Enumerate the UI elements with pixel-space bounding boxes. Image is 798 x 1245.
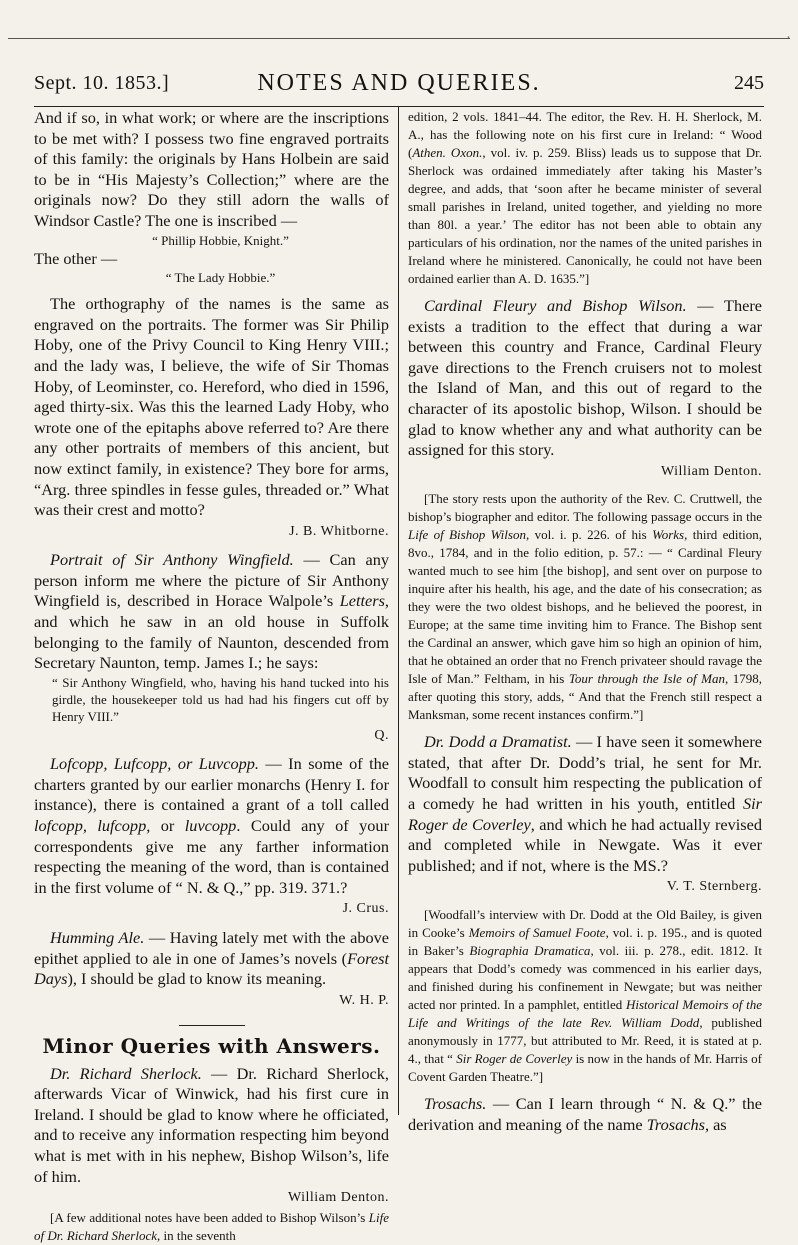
issue-date: Sept. 10. 1853.] [34,72,170,94]
query-title: Humming Ale. [50,927,145,947]
margin-mark: · [786,30,791,46]
editor-note-sherlock: [A few additional notes have been added to Bishop Wilson’s Life of Dr. Richard Sherlock, in the seventh [34,1209,389,1243]
header-rule [34,106,764,107]
query-title: Dr. Richard Sherlock. [50,1063,202,1083]
query-title: Trosachs. [424,1093,487,1113]
page-header [34,70,764,100]
right-column [408,108,762,1135]
editor-note-sherlock-cont: edition, 2 vols. 1841–44. The editor, the Rev. H. H. Sherlock, M. A., has the following note on his first cure in Ireland: “ Wood (Athen. Oxon., vol. iv. p. 259. Bliss) leads us to suppose that Dr. Sherlock was ordained immediately after taking his Master’s degree, and adds, that ‘soon after he became minister of several small parishes in Ireland, united together, and yielding no more than 80l. a year.’ The editor has not been able to obtain any particulars of his ordination, nor the names of the united parishes in Ireland where he ministered. Canonically, he could not have been ordained earlier than A. D. 1635.”] [408,109,762,286]
query-title: Cardinal Fleury and Bishop Wilson. [424,296,687,315]
inscription-quote-2: “ The Lady Hobbie.” [165,270,276,286]
query-fleury: Cardinal Fleury and Bishop Wilson. — There exists a tradition to the effect that during a war between this country and France, Cardinal Fleury gave directions to the French cruisers not to molest the Island of Man, and this out of regard to the character of its apostolic bishop, Wilson. I should be glad to know whether any and what authority can be assigned for this story. [408,296,762,460]
inscription-quote-1: “ Phillip Hobbie, Knight.” [152,232,289,248]
journal-title: NOTES AND QUERIES. [257,70,541,96]
query-title: Portrait of Sir Anthony Wingfield. [50,550,294,570]
column-divider [398,107,399,1115]
query-dodd: Dr. Dodd a Dramatist. — I have seen it somewhere stated, that after Dr. Dodd’s trial, he sent for Mr. Woodfall to consult him respecting the publication of a comedy he had written in his youth, entitled Sir Roger de Coverley, and which he had actually revised and completed while in Newgate. Was it ever published; and if not, where is the MS.? [408,732,762,875]
paragraph-hoby-query: And if so, in what work; or where are the inscriptions to be met with? I possess two fine engraved portraits of this family: the originals by Hans Holbein are said to be in “His Majesty’s Collection;” where are the originals now? Do they still adorn the walls of Windsor Castle? The one is inscribed — [34,108,389,230]
signature-q: Q. [374,727,389,743]
top-rule [8,38,790,39]
left-column [34,108,389,1245]
signature-whp: W. H. P. [339,992,389,1008]
query-trosachs: Trosachs. — Can I learn through “ N. & Q.” the derivation and meaning of the name Trosachs, as [408,1093,762,1134]
query-title: Dr. Dodd a Dramatist. [424,732,572,752]
query-wingfield: Portrait of Sir Anthony Wingfield. — Can any person inform me where the picture of Sir Anthony Wingfield is, described in Horace Walpole’s Letters, and which he saw in an old house in Suffolk belonging to the family of Naunton, descended from Secretary Naunton, temp. James I.; he says: [34,550,390,673]
signature-whitborne: J. B. Whitborne. [289,523,389,539]
query-lofcopp: Lofcopp, Lufcopp, or Luvcopp. — In some of the charters granted by our earlier monarchs (Henry I. for instance), there is contained a grant of a toll called lofcopp, lufcopp, or luvcopp. Could any of your correspondents give me any farther information respecting the meaning of the word, than is contained in the first volume of “ N. & Q.,” pp. 319. 371.? [34,754,390,897]
paragraph-other: The other — [34,248,118,268]
signature-denton-1: William Denton. [287,1190,389,1206]
signature-denton-2: William Denton. [660,463,762,479]
page-number: 245 [734,72,764,94]
wingfield-quote: “ Sir Anthony Wingfield, who, having his hand tucked into his girdle, the housekeeper told us had had his fingers cut off by Henry VIII.” [52,674,389,724]
paragraph-hoby-orthography: The orthography of the names is the same as engraved on the portraits. The former was Sir Philip Hoby, one of the Privy Council to King Henry VIII.; and the lady was, I believe, the wife of Sir Thomas Hoby, of Leominster, co. Hereford, who died in 1596, aged thirty-six. Was this the learned Lady Hoby, who wrote one of the epitaphs above referred to? Are there any other portraits of members of this ancient, but now extinct family, in existence? They bore for arms, “Arg. three spindles in fesse gules, threaded or.” What was their crest and motto? [34,294,389,520]
query-sherlock: Dr. Richard Sherlock. — Dr. Richard Sherlock, afterwards Vicar of Winwick, had his first cure in Ireland. I should be glad to know where he officiated, and to receive any information respecting him beyond what is met with in his nephew, Bishop Wilson’s, life of him. [34,1063,389,1186]
editor-note-fleury: [The story rests upon the authority of the Rev. C. Cruttwell, the bishop’s biographer and editor. The following passage occurs in the Life of Bishop Wilson, vol. i. p. 226. of his Works, third edition, 8vo., 1784, and in the folio edition, p. 57.: — “ Cardinal Fleury wanted much to see him [the bishop], and sent over on purpose to inquire after his health, his age, and the date of his consecration; as they were the two oldest bishops, and he believed the poorest, in Europe; at the same time inviting him to France. The Bishop sent the Cardinal an answer, which gave him so high an opinion of him, that he obtained an order that no French privateer should ravage the Isle of Man.” Feltham, in his Tour through the Isle of Man, 1798, after quoting this story, adds, “ And that the French still respect a Manksman, some recent instances confirm.”] [408,491,762,723]
query-title: Lofcopp, Lufcopp, or Luvcopp. [50,754,259,774]
editor-note-dodd: [Woodfall’s interview with Dr. Dodd at the Old Bailey, is given in Cooke’s Memoirs of Samuel Foote, vol. i. p. 195., and is quoted in Baker’s Biographia Dramatica, vol. iii. p. 278., edit. 1812. It appears that Dodd’s comedy was commenced in his earlier days, and finished during his confinement in Newgate; but was neither acted nor printed. In a pamphlet, entitled Historical Memoirs of the Life and Writings of the late Rev. William Dodd, published anonymously in 1777, but attributed to Mr. Reed, it is stated at p. 4., that “ Sir Roger de Coverley is now in the hands of Mr. Harris of Covent Garden Theatre.”] [408,906,763,1084]
section-heading: Minor Queries with Answers. [42,1034,381,1059]
query-humming-ale: Humming Ale. — Having lately met with the above epithet applied to ale in one of James’s novels (Forest Days), I should be glad to know its meaning. [34,927,389,989]
section-divider [179,1025,245,1026]
signature-sternberg: V. T. Sternberg. [666,879,762,895]
signature-crus: J. Crus. [342,901,389,917]
